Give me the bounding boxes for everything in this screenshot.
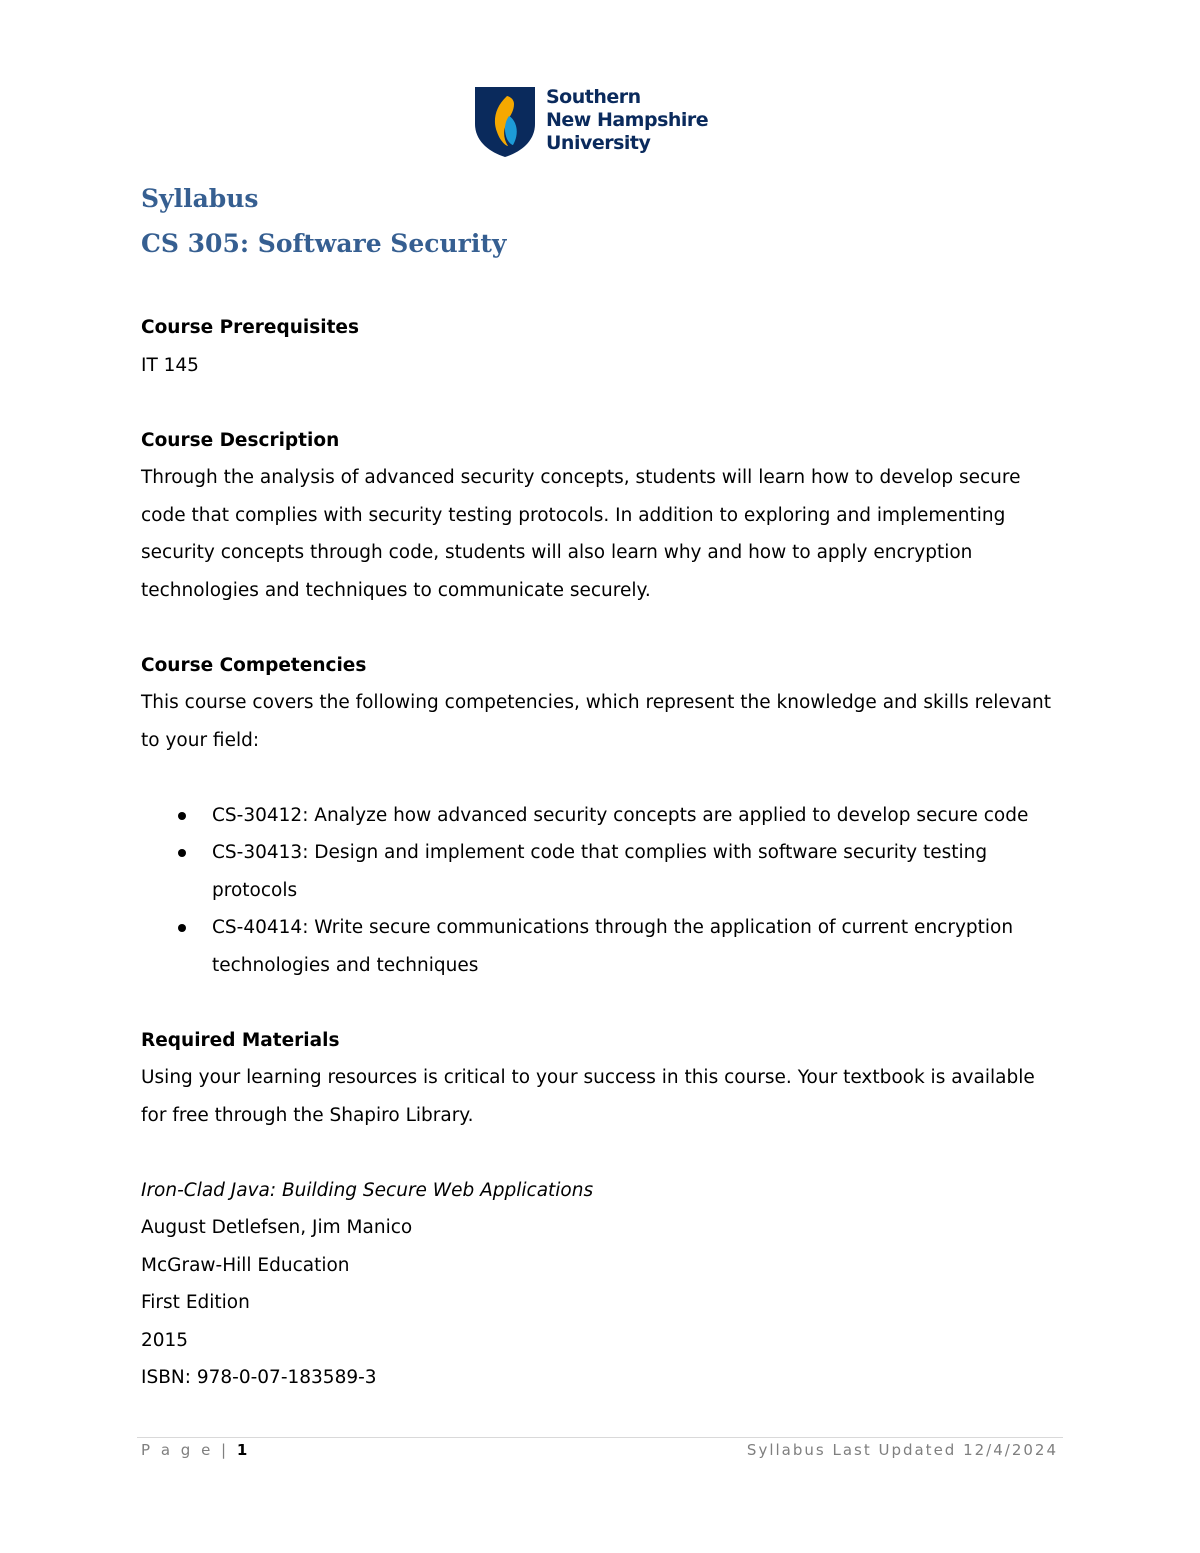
list-item bbox=[141, 797, 1061, 835]
logo-line-2: New Hampshire bbox=[546, 109, 709, 131]
book-year: 2015 bbox=[141, 1329, 189, 1351]
book-title: Iron-Clad Java: Building Secure Web Applications bbox=[141, 1179, 594, 1201]
page-number: 1 bbox=[236, 1441, 251, 1459]
prerequisites-heading: Course Prerequisites bbox=[141, 317, 359, 338]
page-label: P a g e | bbox=[141, 1441, 230, 1459]
bullet-icon bbox=[178, 849, 186, 857]
competencies-intro: This course covers the following competencies, which represent the knowledge and skills relevant to your field: bbox=[141, 692, 1052, 751]
book-isbn: ISBN: 978-0-07-183589-3 bbox=[141, 1367, 377, 1388]
list-item bbox=[141, 909, 1061, 984]
competency-text: CS-40414: Write secure communications through the application of current encryption technologies and techniques bbox=[212, 917, 1014, 976]
list-item bbox=[141, 834, 1061, 909]
prerequisites-value: IT 145 bbox=[141, 354, 199, 376]
syllabus-body bbox=[141, 309, 1061, 1397]
description-heading: Course Description bbox=[141, 429, 340, 451]
materials-intro: Using your learning resources is critical to your success in this course. Your textbook is available for free through the Shapiro Library. bbox=[141, 1067, 1035, 1126]
book-edition: First Edition bbox=[141, 1292, 250, 1313]
university-logo bbox=[474, 86, 730, 158]
footer-divider bbox=[137, 1437, 1063, 1438]
competency-text: CS-30413: Design and implement code that complies with software security testing protocols bbox=[212, 842, 988, 901]
book-publisher: McGraw-Hill Education bbox=[141, 1254, 350, 1276]
book-authors: August Detlefsen, Jim Manico bbox=[141, 1217, 413, 1238]
document-title: Syllabus bbox=[141, 184, 259, 213]
logo-line-1: Southern bbox=[546, 86, 641, 108]
last-updated: Syllabus Last Updated 12/4/2024 bbox=[746, 1441, 1058, 1459]
materials-heading: Required Materials bbox=[141, 1029, 340, 1051]
page-indicator bbox=[141, 1441, 250, 1459]
description-text: Through the analysis of advanced security concepts, students will learn how to develop secure code that complies with security testing protocols. In addition to exploring and implementing security concepts through code, students will also learn why and how to apply encryption technologies and techniques to communicate securely. bbox=[141, 467, 1021, 601]
logo-line-3: University bbox=[546, 132, 651, 154]
bullet-icon bbox=[178, 924, 186, 932]
course-title: CS 305: Software Security bbox=[141, 229, 507, 258]
competency-list bbox=[141, 797, 1061, 985]
shield-flame-icon bbox=[474, 86, 536, 158]
competencies-heading: Course Competencies bbox=[141, 654, 367, 676]
bullet-icon bbox=[178, 812, 186, 820]
competency-text: CS-30412: Analyze how advanced security concepts are applied to develop secure code bbox=[212, 804, 1029, 826]
